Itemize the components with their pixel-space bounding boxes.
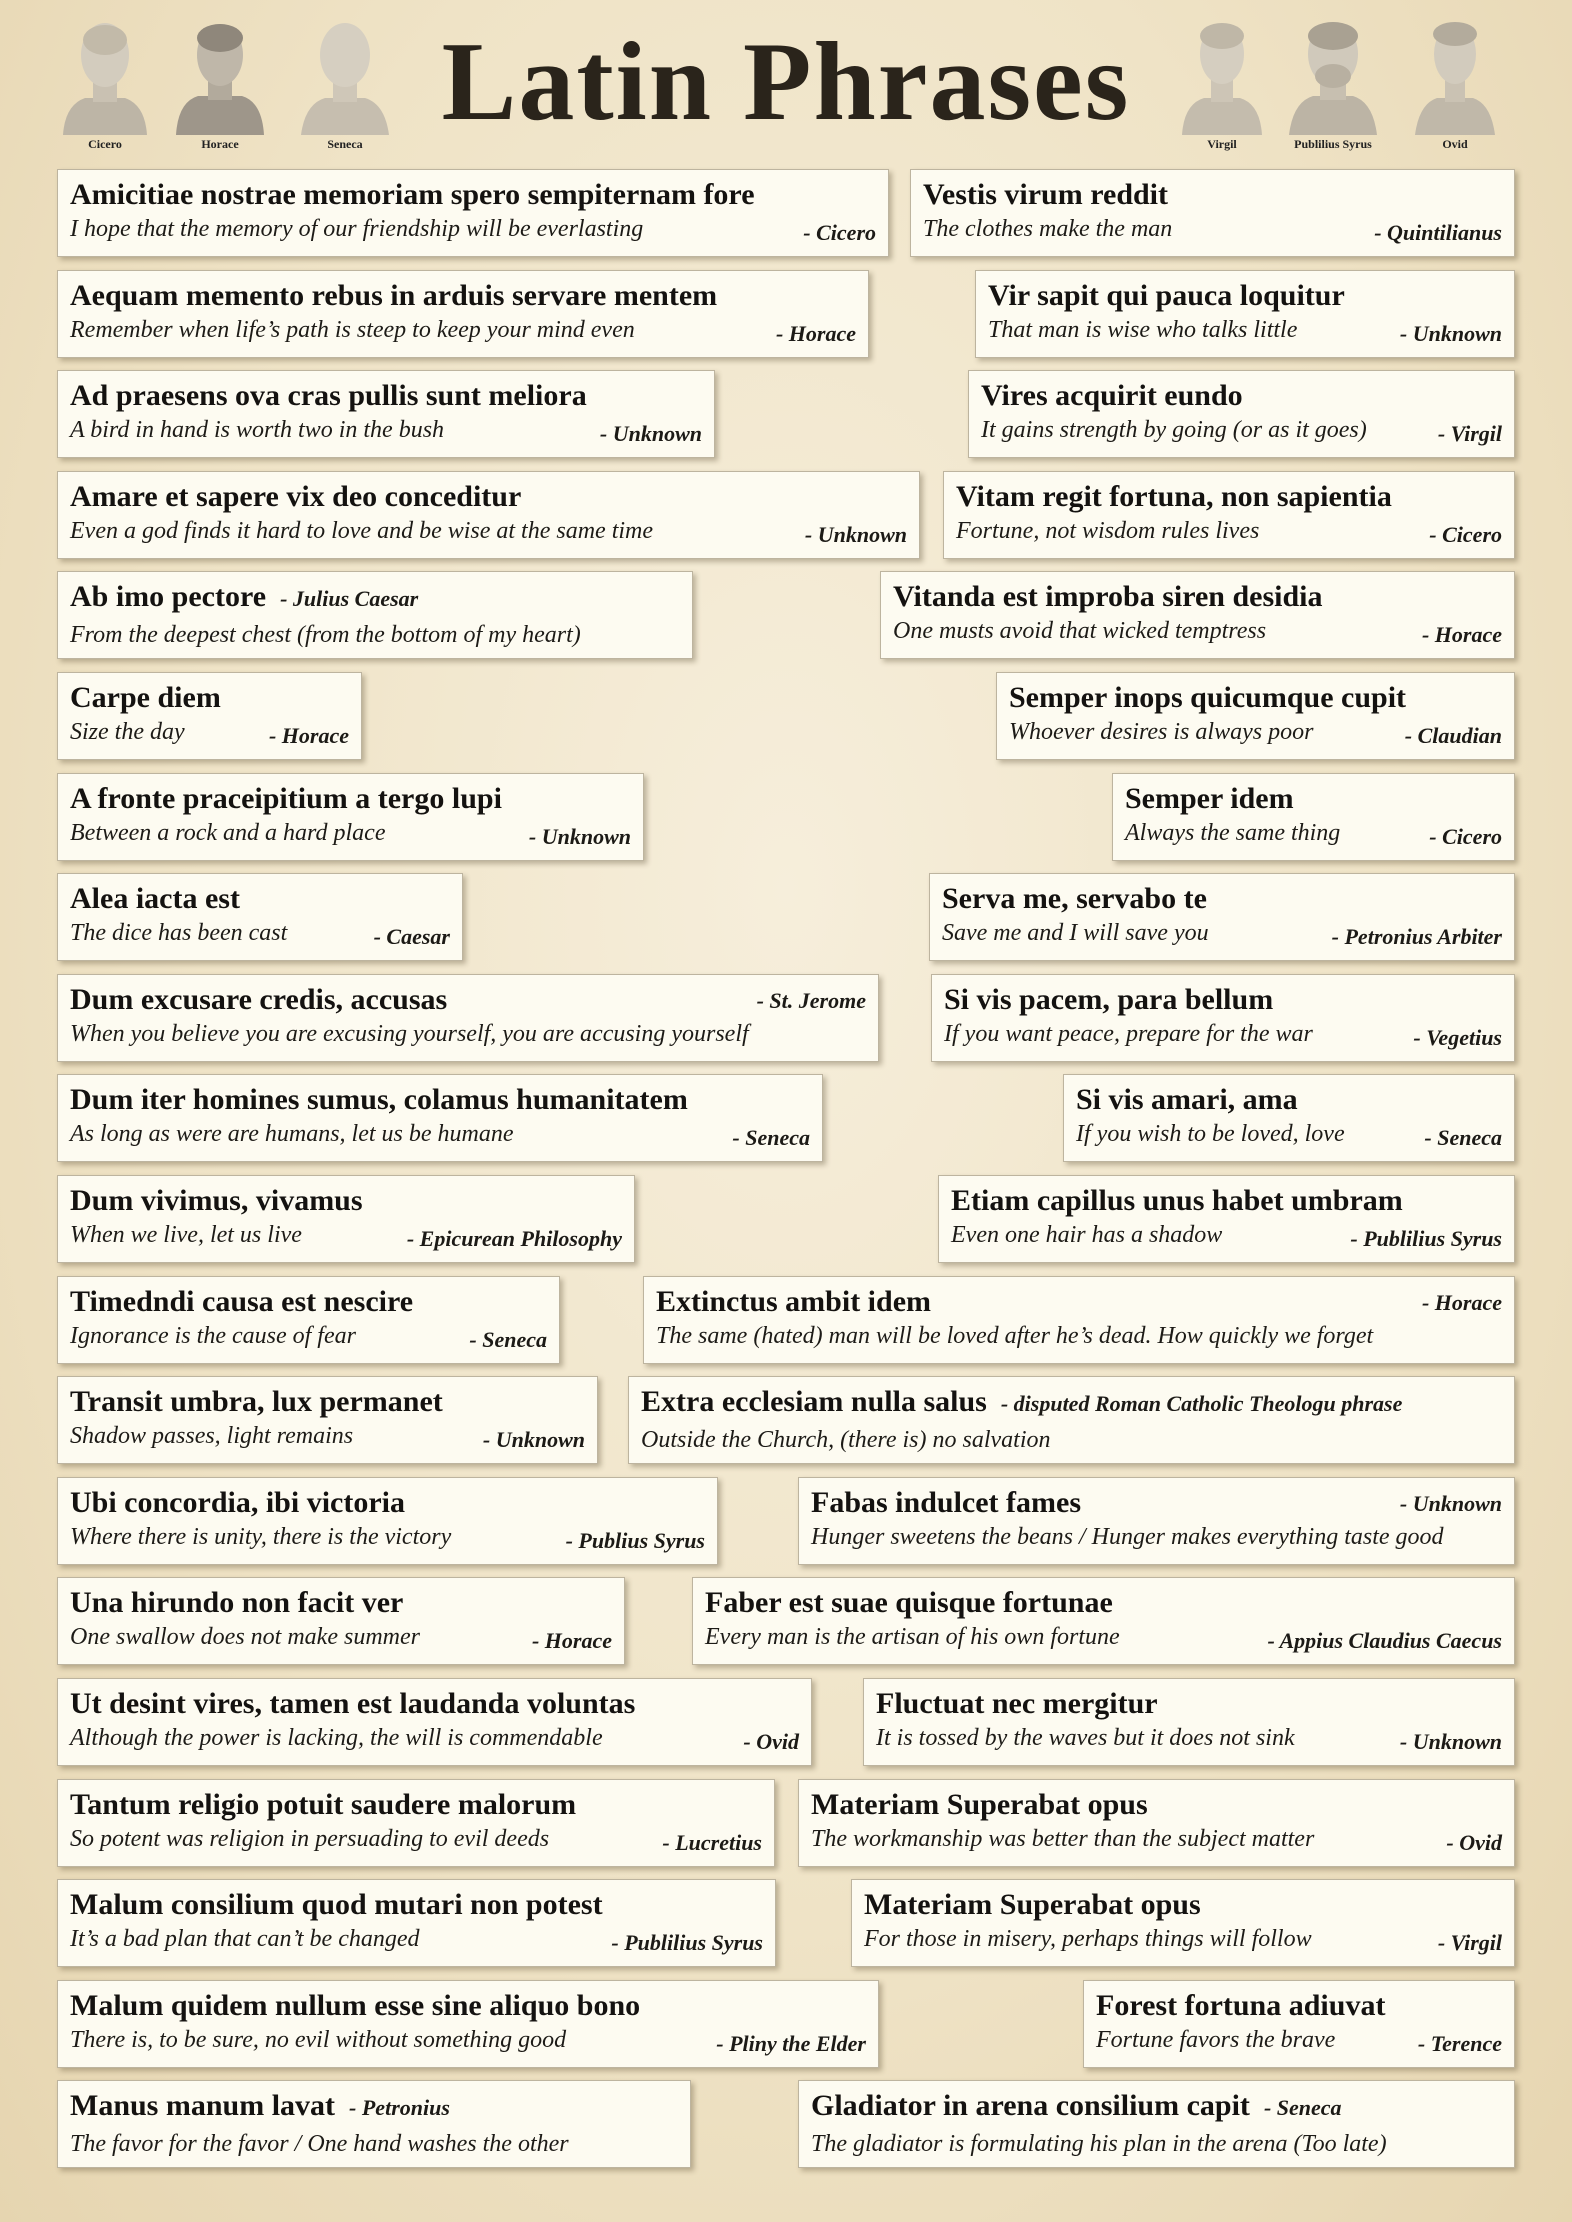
- phrase-author: - Virgil: [1437, 421, 1502, 446]
- phrase-translation: I hope that the memory of our friendship will be everlasting: [70, 216, 644, 242]
- phrase-card: [57, 370, 715, 458]
- phrase-card: [57, 1980, 879, 2068]
- phrase-translation: It is tossed by the waves but it does not sink: [876, 1725, 1295, 1751]
- phrase-card: [996, 672, 1515, 760]
- phrase-translation: It gains strength by going (or as it goes): [981, 417, 1367, 443]
- phrase-author: - St. Jerome: [756, 988, 866, 1013]
- phrase-translation: Remember when life’s path is steep to keep your mind even: [70, 317, 635, 343]
- phrase-author: - Julius Caesar: [280, 586, 419, 611]
- phrase-translation: Always the same thing: [1125, 820, 1341, 846]
- phrase-author: - Epicurean Philosophy: [406, 1226, 622, 1251]
- phrase-translation: That man is wise who talks little: [988, 317, 1298, 343]
- phrase-card: [57, 1175, 635, 1263]
- page-title: Latin Phrases: [441, 20, 1131, 144]
- phrase-translation: Outside the Church, (there is) no salvation: [641, 1427, 1051, 1453]
- phrase-author: - Cicero: [803, 220, 876, 245]
- phrase-translation: Even a god finds it hard to love and be wise at the same time: [70, 518, 654, 544]
- phrase-card: [57, 773, 644, 861]
- phrase-card: [692, 1577, 1515, 1665]
- latin-phrase: Vires acquirit eundo: [981, 379, 1243, 412]
- latin-phrase: Dum vivimus, vivamus: [70, 1184, 363, 1217]
- latin-phrase: Ab imo pectore: [70, 580, 267, 613]
- phrase-translation: The gladiator is formulating his plan in the arena (Too late): [811, 2131, 1387, 2157]
- phrase-card: [1063, 1074, 1515, 1162]
- latin-phrase: Materiam Superabat opus: [811, 1788, 1148, 1821]
- latin-phrase: Dum iter homines sumus, colamus humanitatem: [70, 1083, 688, 1116]
- phrase-author: - Appius Claudius Caecus: [1267, 1628, 1502, 1653]
- phrase-author: - Unknown: [599, 421, 702, 446]
- phrase-translation: So potent was religion in persuading to evil deeds: [70, 1826, 550, 1852]
- phrase-translation: Although the power is lacking, the will is commendable: [70, 1725, 603, 1751]
- latin-phrase: Semper inops quicumque cupit: [1009, 681, 1407, 714]
- phrase-card: [57, 672, 362, 760]
- phrase-author: - Horace: [268, 723, 349, 748]
- phrase-author: - Terence: [1417, 2031, 1502, 2056]
- bust-label: Cicero: [88, 137, 122, 151]
- latin-phrase: Aequam memento rebus in arduis servare mentem: [70, 279, 718, 312]
- latin-phrase: Etiam capillus unus habet umbram: [951, 1184, 1403, 1217]
- phrase-card: [57, 471, 920, 559]
- phrase-author: - Quintilianus: [1374, 220, 1502, 245]
- phrase-translation: Ignorance is the cause of fear: [70, 1323, 356, 1349]
- phrase-card: [57, 873, 463, 961]
- phrase-author: - Unknown: [1399, 1491, 1502, 1516]
- phrase-author: - Seneca: [469, 1327, 547, 1352]
- latin-phrase: Vestis virum reddit: [923, 178, 1169, 211]
- latin-phrase: Fluctuat nec mergitur: [876, 1687, 1158, 1720]
- phrase-translation: Fortune, not wisdom rules lives: [956, 518, 1260, 544]
- phrase-author: - Publius Syrus: [565, 1528, 705, 1553]
- phrase-translation: The favor for the favor / One hand washes the other: [70, 2131, 569, 2157]
- phrase-card: [57, 270, 869, 358]
- phrase-author: - Virgil: [1437, 1930, 1502, 1955]
- phrase-author: - Horace: [1421, 1290, 1502, 1315]
- latin-phrase: Ad praesens ova cras pullis sunt meliora: [70, 379, 587, 412]
- latin-phrase: Tantum religio potuit saudere malorum: [70, 1788, 577, 1821]
- phrase-card: [880, 571, 1515, 659]
- phrase-translation: For those in misery, perhaps things will follow: [864, 1926, 1312, 1952]
- phrase-author: - Cicero: [1429, 824, 1502, 849]
- phrase-card: [929, 873, 1515, 961]
- phrase-translation: A bird in hand is worth two in the bush: [70, 417, 445, 443]
- marble-bust-icon: [1172, 10, 1272, 135]
- phrase-author: - disputed Roman Catholic Theologu phrase: [1000, 1391, 1403, 1416]
- latin-phrase: Amare et sapere vix deo conceditur: [70, 480, 522, 513]
- latin-phrase: Dum excusare credis, accusas: [70, 983, 448, 1016]
- phrase-translation: It’s a bad plan that can’t be changed: [70, 1926, 420, 1952]
- phrase-author: - Pliny the Elder: [716, 2031, 866, 2056]
- latin-phrase: Gladiator in arena consilium capit: [811, 2089, 1250, 2122]
- phrase-translation: Save me and I will save you: [942, 920, 1209, 946]
- phrase-translation: When we live, let us live: [70, 1222, 302, 1248]
- phrase-card: [57, 1577, 625, 1665]
- phrase-card: [1112, 773, 1515, 861]
- latin-phrase: Vir sapit qui pauca loquitur: [988, 279, 1345, 312]
- latin-phrase: Ut desint vires, tamen est laudanda voluntas: [70, 1687, 636, 1720]
- phrase-translation: From the deepest chest (from the bottom of my heart): [70, 622, 581, 648]
- phrase-translation: One musts avoid that wicked temptress: [893, 618, 1267, 644]
- phrase-author: - Ovid: [1446, 1830, 1502, 1855]
- phrase-author: - Unknown: [528, 824, 631, 849]
- phrase-translation: Even one hair has a shadow: [951, 1222, 1223, 1248]
- phrase-card: [910, 169, 1515, 257]
- bust-ovid: [1405, 10, 1505, 150]
- phrase-card: [57, 1477, 718, 1565]
- phrase-author: - Unknown: [482, 1427, 585, 1452]
- phrase-author: - Seneca: [732, 1125, 810, 1150]
- phrase-author: - Unknown: [1399, 321, 1502, 346]
- phrase-author: - Vegetius: [1413, 1025, 1502, 1050]
- latin-phrase: Si vis pacem, para bellum: [944, 983, 1274, 1016]
- phrase-card: [798, 2080, 1515, 2168]
- phrase-card: [57, 169, 889, 257]
- latin-phrase: Una hirundo non facit ver: [70, 1586, 404, 1619]
- phrase-card: [938, 1175, 1515, 1263]
- phrase-card: [57, 1779, 775, 1867]
- phrase-translation: If you wish to be loved, love: [1076, 1121, 1345, 1147]
- bust-label: Seneca: [327, 137, 363, 151]
- phrase-author: - Horace: [775, 321, 856, 346]
- phrase-translation: Every man is the artisan of his own fortune: [705, 1624, 1120, 1650]
- phrase-translation: The workmanship was better than the subject matter: [811, 1826, 1315, 1852]
- latin-phrase: Extra ecclesiam nulla salus: [641, 1385, 987, 1418]
- phrase-translation: One swallow does not make summer: [70, 1624, 420, 1650]
- latin-phrase: Timedndi causa est nescire: [70, 1285, 414, 1318]
- phrase-author: - Caesar: [373, 924, 450, 949]
- latin-phrase: Fabas indulcet fames: [811, 1486, 1081, 1519]
- latin-phrase: Serva me, servabo te: [942, 882, 1207, 915]
- latin-phrase: Carpe diem: [70, 681, 221, 714]
- phrase-translation: Between a rock and a hard place: [70, 820, 386, 846]
- latin-phrase: Semper idem: [1125, 782, 1294, 815]
- phrase-card: [57, 1376, 598, 1464]
- bust-publilius-syrus: [1283, 10, 1383, 150]
- phrase-translation: Fortune favors the brave: [1096, 2027, 1336, 2053]
- phrase-translation: The clothes make the man: [923, 216, 1173, 242]
- latin-phrase: Transit umbra, lux permanet: [70, 1385, 443, 1418]
- phrase-card: [57, 974, 879, 1062]
- latin-phrase: Faber est suae quisque fortunae: [705, 1586, 1113, 1619]
- phrase-author: - Seneca: [1424, 1125, 1502, 1150]
- phrase-author: - Publilius Syrus: [1350, 1226, 1502, 1251]
- bust-label: Ovid: [1442, 137, 1468, 151]
- phrase-card: [863, 1678, 1515, 1766]
- phrase-card: [643, 1276, 1515, 1364]
- latin-phrase: Vitanda est improba siren desidia: [893, 580, 1323, 613]
- phrase-author: - Claudian: [1404, 723, 1502, 748]
- marble-bust-icon: [1405, 10, 1505, 135]
- phrase-translation: The same (hated) man will be loved after he’s dead. How quickly we forget: [656, 1323, 1374, 1349]
- phrase-author: - Petronius Arbiter: [1331, 924, 1502, 949]
- phrase-card: [1083, 1980, 1515, 2068]
- phrase-translation: Shadow passes, light remains: [70, 1423, 354, 1449]
- phrase-translation: Size the day: [70, 719, 185, 745]
- phrase-author: - Seneca: [1263, 2095, 1342, 2120]
- latin-phrase: Ubi concordia, ibi victoria: [70, 1486, 405, 1519]
- phrase-author: - Horace: [531, 1628, 612, 1653]
- phrase-card: [943, 471, 1515, 559]
- phrase-author: - Petronius: [349, 2095, 450, 2120]
- phrase-author: - Publilius Syrus: [611, 1930, 763, 1955]
- phrase-author: - Cicero: [1429, 522, 1502, 547]
- latin-phrase: Malum quidem nullum esse sine aliquo bono: [70, 1989, 641, 2022]
- phrase-card: [798, 1477, 1515, 1565]
- phrase-card: [851, 1879, 1515, 1967]
- phrase-card: [57, 1678, 812, 1766]
- phrase-translation: If you want peace, prepare for the war: [944, 1021, 1313, 1047]
- latin-phrase: Extinctus ambit idem: [656, 1285, 932, 1318]
- phrase-author: - Ovid: [743, 1729, 799, 1754]
- latin-phrase: A fronte praceipitium a tergo lupi: [70, 782, 502, 815]
- phrase-author: - Unknown: [1399, 1729, 1502, 1754]
- bust-label: Horace: [201, 137, 239, 151]
- phrase-author: - Lucretius: [662, 1830, 762, 1855]
- latin-phrase: Si vis amari, ama: [1076, 1083, 1298, 1116]
- marble-bust-icon: [1283, 10, 1383, 135]
- bust-label: Publilius Syrus: [1294, 137, 1372, 151]
- phrase-card: [798, 1779, 1515, 1867]
- latin-phrase: Malum consilium quod mutari non potest: [70, 1888, 603, 1921]
- phrase-translation: Where there is unity, there is the victory: [70, 1524, 452, 1550]
- phrase-card: [628, 1376, 1515, 1464]
- phrase-card: [57, 1074, 823, 1162]
- phrase-translation: As long as were are humans, let us be humane: [70, 1121, 514, 1147]
- phrase-card: [57, 571, 693, 659]
- latin-phrase: Forest fortuna adiuvat: [1096, 1989, 1386, 2022]
- phrase-author: - Horace: [1421, 622, 1502, 647]
- phrase-card: [57, 1276, 560, 1364]
- latin-phrase: Vitam regit fortuna, non sapientia: [956, 480, 1392, 513]
- phrase-card: [57, 2080, 691, 2168]
- phrase-translation: When you believe you are excusing yourself, you are accusing yourself: [70, 1021, 749, 1047]
- phrase-translation: There is, to be sure, no evil without something good: [70, 2027, 567, 2053]
- latin-phrase: Manus manum lavat: [70, 2089, 336, 2122]
- phrase-card: [57, 1879, 776, 1967]
- latin-phrase: Materiam Superabat opus: [864, 1888, 1201, 1921]
- phrase-translation: Whoever desires is always poor: [1009, 719, 1314, 745]
- phrase-card: [968, 370, 1515, 458]
- phrase-card: [931, 974, 1515, 1062]
- phrase-author: - Unknown: [804, 522, 907, 547]
- header: [0, 0, 1572, 160]
- phrase-translation: Hunger sweetens the beans / Hunger makes everything taste good: [811, 1524, 1444, 1550]
- bust-virgil: [1172, 10, 1272, 150]
- latin-phrase: Alea iacta est: [70, 882, 240, 915]
- latin-phrase: Amicitiae nostrae memoriam spero sempiternam fore: [70, 178, 755, 211]
- bust-label: Virgil: [1207, 137, 1237, 151]
- phrase-translation: The dice has been cast: [70, 920, 288, 946]
- phrase-card: [975, 270, 1515, 358]
